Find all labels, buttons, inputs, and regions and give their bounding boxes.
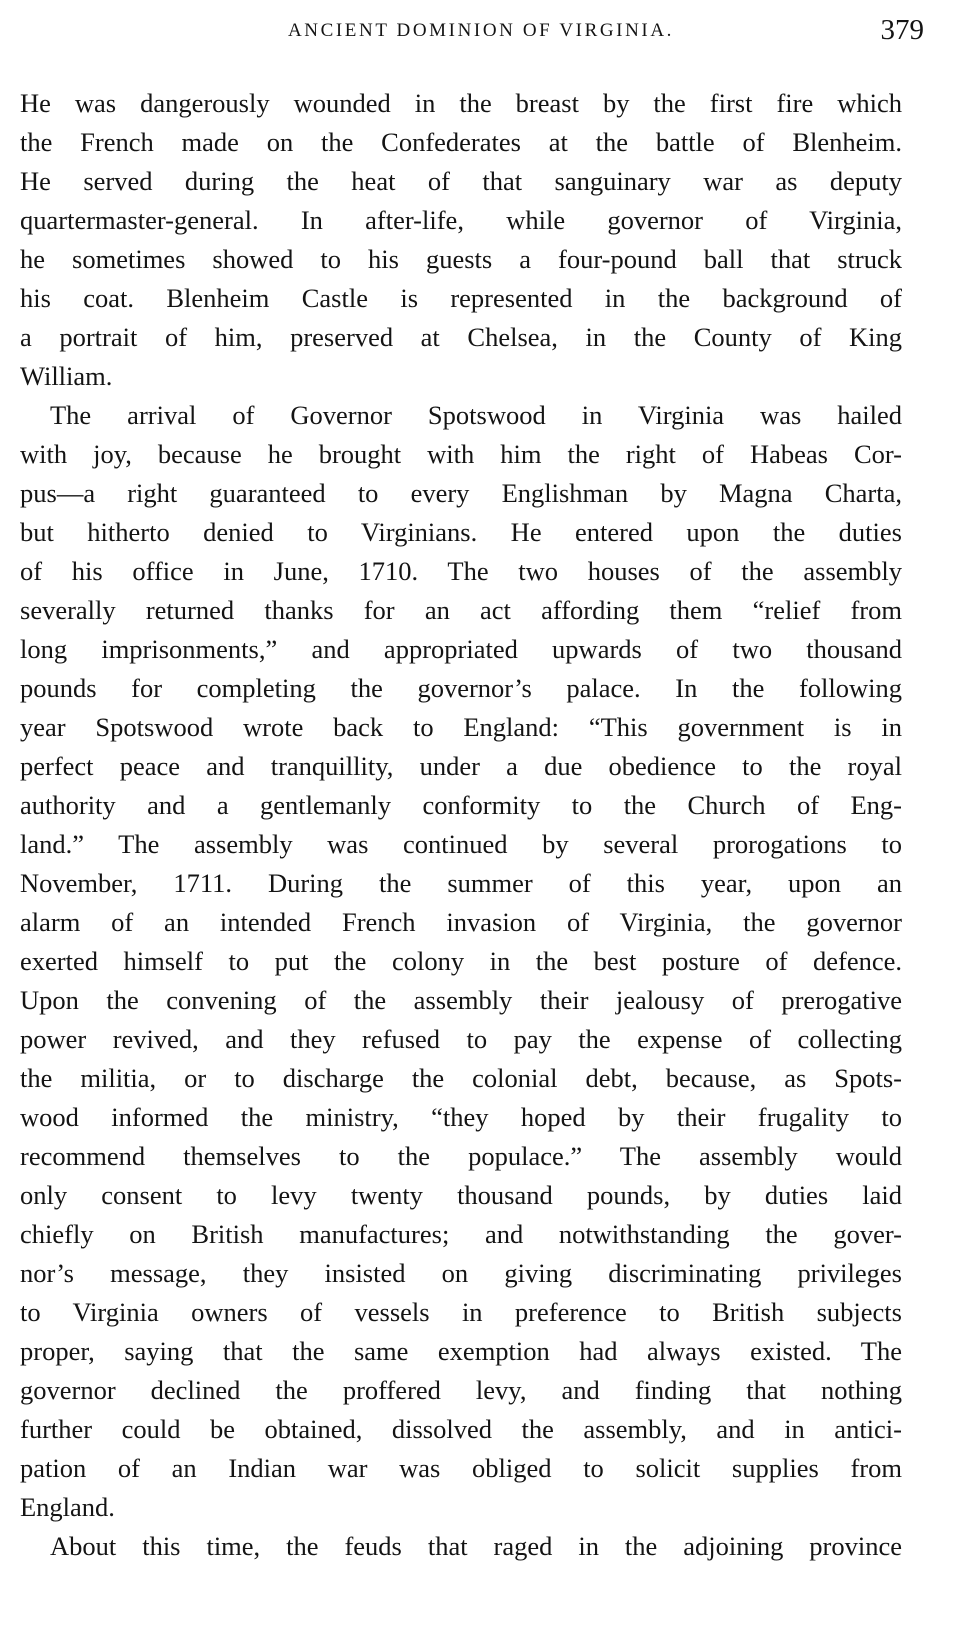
text-line: authority and a gentlemanly conformity to the Church of Eng- — [20, 790, 902, 820]
text-line: About this time, the feuds that raged in the adjoining province — [50, 1531, 902, 1561]
text-line: perfect peace and tranquillity, under a due obedience to the royal — [20, 751, 902, 781]
text-line: November, 1711. During the summer of this year, upon an — [20, 868, 902, 898]
text-line: alarm of an intended French invasion of Virginia, the governor — [20, 907, 902, 937]
text-line: long imprisonments,” and appropriated upwards of two thousand — [20, 634, 902, 664]
text-line: chiefly on British manufactures; and notwithstanding the gover- — [20, 1219, 902, 1249]
text-line: the militia, or to discharge the colonial debt, because, as Spots- — [20, 1063, 902, 1093]
text-line: of his office in June, 1710. The two houses of the assembly — [20, 556, 902, 586]
text-line: his coat. Blenheim Castle is represented in the background of — [20, 283, 902, 313]
text-line: The arrival of Governor Spotswood in Virginia was hailed — [50, 400, 902, 430]
text-line: he sometimes showed to his guests a four-pound ball that struck — [20, 244, 902, 274]
text-line: exerted himself to put the colony in the best posture of defence. — [20, 946, 902, 976]
text-line: only consent to levy twenty thousand pounds, by duties laid — [20, 1180, 902, 1210]
running-head — [0, 14, 962, 54]
text-line: Upon the convening of the assembly their jealousy of prerogative — [20, 985, 902, 1015]
text-line: with joy, because he brought with him the right of Habeas Cor- — [20, 439, 902, 469]
text-line: He was dangerously wounded in the breast by the first fire which — [20, 88, 902, 118]
text-line: pation of an Indian war was obliged to solicit supplies from — [20, 1453, 902, 1483]
text-line: England. — [20, 1492, 115, 1522]
body-text — [20, 84, 902, 1566]
running-title: ANCIENT DOMINION OF VIRGINIA. — [287, 20, 675, 41]
text-line: recommend themselves to the populace.” The assembly would — [20, 1141, 902, 1171]
text-line: wood informed the ministry, “they hoped by their frugality to — [20, 1102, 902, 1132]
text-line: governor declined the proffered levy, and finding that nothing — [20, 1375, 902, 1405]
text-line: power revived, and they refused to pay the expense of collecting — [20, 1024, 902, 1054]
text-line: land.” The assembly was continued by several prorogations to — [20, 829, 902, 859]
text-line: quartermaster-general. In after-life, while governor of Virginia, — [20, 205, 902, 235]
text-line: the French made on the Confederates at the battle of Blenheim. — [20, 127, 902, 157]
text-line: to Virginia owners of vessels in preference to British subjects — [20, 1297, 902, 1327]
text-line: pounds for completing the governor’s palace. In the following — [20, 673, 902, 703]
text-line: further could be obtained, dissolved the assembly, and in antici- — [20, 1414, 902, 1444]
text-line: a portrait of him, preserved at Chelsea, in the County of King — [20, 322, 902, 352]
text-line: severally returned thanks for an act affording them “relief from — [20, 595, 902, 625]
text-line: pus—a right guaranteed to every Englishman by Magna Charta, — [20, 478, 902, 508]
text-line: but hitherto denied to Virginians. He entered upon the duties — [20, 517, 902, 547]
text-line: year Spotswood wrote back to England: “This government is in — [20, 712, 902, 742]
page-number: 379 — [880, 14, 924, 46]
text-line: He served during the heat of that sanguinary war as deputy — [20, 166, 902, 196]
text-line: proper, saying that the same exemption had always existed. The — [20, 1336, 902, 1366]
text-line: William. — [20, 361, 113, 391]
text-line: nor’s message, they insisted on giving discriminating privileges — [20, 1258, 902, 1288]
